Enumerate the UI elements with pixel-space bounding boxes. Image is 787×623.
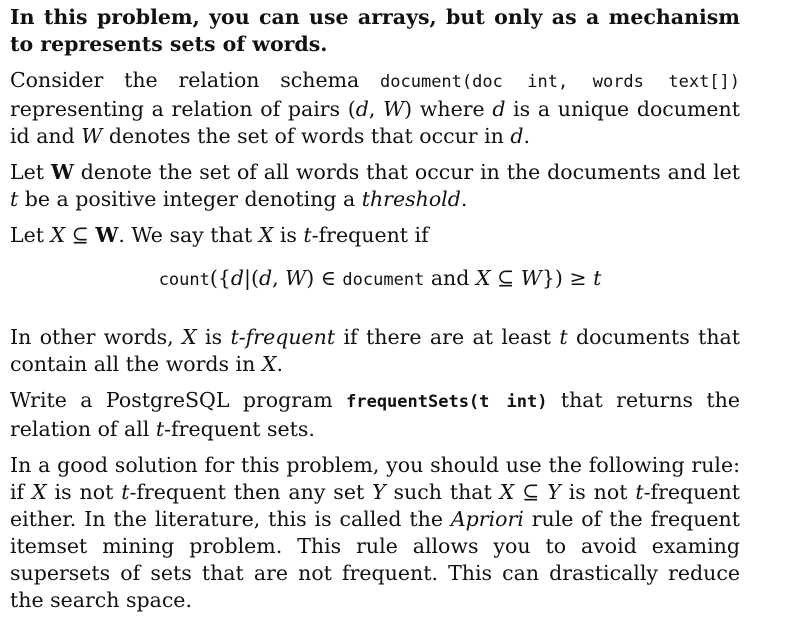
other-words-text-2: is [196,325,231,349]
threshold-term: threshold [361,187,461,211]
task-paragraph [10,387,740,443]
var-t: t [559,325,568,349]
intro-text: In this problem, you can use arrays, but only as a mechanism to represents sets of words. [10,5,740,56]
schema-text-3: ) where [404,97,493,121]
formula-count: count [158,270,210,290]
var-d: d [510,124,524,148]
schema-text-6: . [523,124,531,148]
schema-text-5: denotes the set of words that occur in [102,124,511,148]
formula-var-d: d [230,266,245,290]
formula-open: ({ [209,266,231,290]
threshold-paragraph [10,159,740,213]
var-t: t [303,223,312,247]
apriori-paragraph [10,452,740,614]
formula-var-W: W [285,266,307,290]
formula-and: and [424,266,476,290]
var-X: X [50,223,66,247]
var-t: t [155,417,165,441]
definition-text-4: -frequent if [311,223,429,247]
var-X: X [261,352,277,376]
task-text-2: that returns the relation of all [10,388,741,441]
task-text-3: -frequent sets. [164,417,315,441]
other-words-text-4: documents that contain all the words in [10,325,741,376]
var-X: X [182,325,197,349]
var-bold-W: W [50,160,74,184]
var-Y: Y [547,480,561,504]
formula-subset: ⊆ [490,266,521,290]
intro-paragraph [10,4,740,58]
task-text-1: Write a PostgreSQL program [10,388,347,412]
var-X: X [499,480,515,504]
schema-text-1: Consider the relation schema [10,68,381,92]
definition-text-3: is [273,223,304,247]
subset-symbol: ⊆ [65,223,96,247]
subset-symbol: ⊆ [514,480,548,504]
formula-document: document [342,270,425,290]
threshold-text-1: Let [10,160,51,184]
schema-text-2: representing a relation of pairs ( [10,97,356,121]
threshold-text-2: denote the set of all words that occur in the documents and let [73,160,741,184]
apriori-text-3: -frequent then any set [129,480,373,504]
var-d: d [355,97,369,121]
formula-var-X: X [475,266,491,290]
formula-bar: |( [244,266,259,290]
threshold-text-4: . [460,187,468,211]
problem-text [10,4,740,623]
schema-paragraph [10,67,740,150]
formula-comma: , [272,266,286,290]
formula-var-d: d [258,266,273,290]
apriori-text-4: such that [385,480,500,504]
definition-text-1: Let [10,223,51,247]
apriori-text-7: rule of the frequent itemset mining problem. This rule allows you to avoid examing supersets of sets that are not frequent. This can drastically reduce the search space. [10,507,740,612]
threshold-text-3: be a positive integer denoting a [18,187,362,211]
apriori-text-1: In a good solution for this problem, you should use the following rule: if [10,453,740,504]
var-d: d [492,97,506,121]
other-words-text-5: . [276,352,283,376]
definition-text-2: . We say that [118,223,259,247]
formula-var-t: t [593,266,602,290]
other-words-text-1: In other words, [10,325,183,349]
other-words-text-3: if there are at least [335,325,560,349]
frequency-formula [10,265,740,294]
var-W: W [81,124,103,148]
var-W: W [383,97,405,121]
apriori-term: Apriori [450,507,524,531]
other-words-paragraph [10,324,740,378]
apriori-text-2: is not [46,480,122,504]
var-Y: Y [372,480,386,504]
definition-paragraph [10,222,740,249]
apriori-text-6: -frequent either. In the literature, this is called the [10,480,740,531]
apriori-text-5: is not [560,480,636,504]
formula-element-of: ) ∈ [306,266,343,290]
var-t: t [121,480,130,504]
t-frequent-term: t-frequent [230,325,336,349]
schema-code: document(doc int, words text[]) [380,72,741,92]
schema-comma: , [368,97,384,121]
schema-text-4: is a unique document id and [10,97,741,148]
var-t: t [10,187,19,211]
var-bold-W: W [95,223,119,247]
task-function-signature: frequentSets(t int) [346,392,548,412]
var-t: t [635,480,644,504]
formula-var-W: W [520,266,542,290]
formula-geq: }) ≥ [541,266,594,290]
var-X: X [258,223,274,247]
var-X: X [32,480,47,504]
